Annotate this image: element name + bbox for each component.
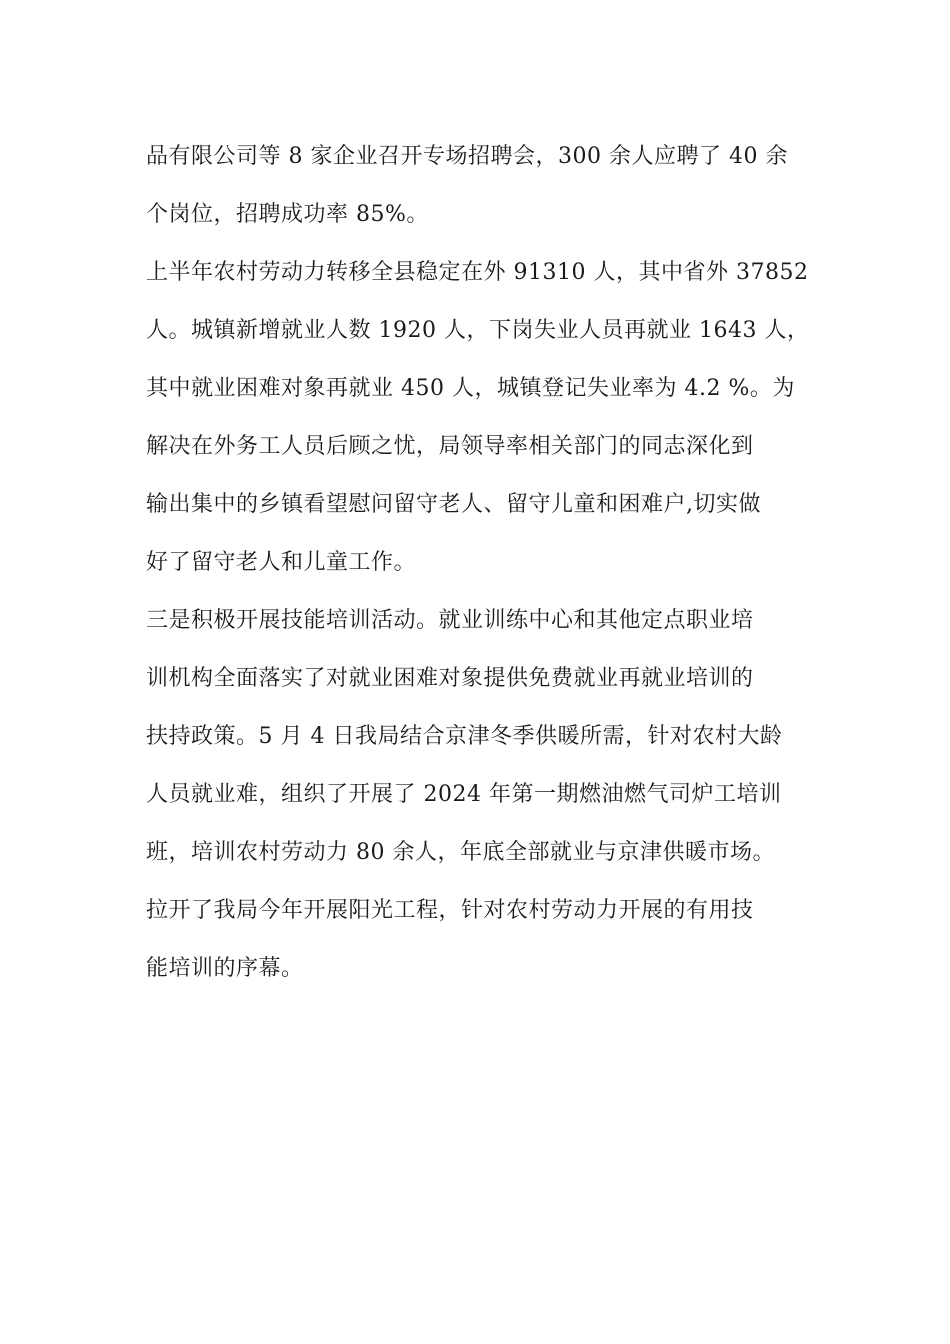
- text-line: 班，培训农村劳动力 80 余人，年底全部就业与京津供暖市场。: [146, 840, 775, 865]
- text-line: 人员就业难，组织了开展了 2024 年第一期燃油燃气司炉工培训: [146, 782, 782, 807]
- text-line: 人。城镇新增就业人数 1920 人，下岗失业人员再就业 1643 人，: [146, 318, 810, 343]
- text-line: 品有限公司等 8 家企业召开专场招聘会，300 余人应聘了 40 余: [146, 144, 788, 169]
- text-line: 三是积极开展技能培训活动。就业训练中心和其他定点职业培: [146, 608, 754, 633]
- text-line: 拉开了我局今年开展阳光工程，针对农村劳动力开展的有用技: [146, 898, 754, 923]
- text-line: 输出集中的乡镇看望慰问留守老人、留守儿童和困难户,切实做: [146, 492, 761, 517]
- text-line: 训机构全面落实了对就业困难对象提供免费就业再就业培训的: [146, 666, 754, 691]
- text-line: 能培训的序幕。: [146, 956, 304, 981]
- text-line: 其中就业困难对象再就业 450 人，城镇登记失业率为 4.2 %。为: [146, 376, 795, 401]
- text-line: 好了留守老人和儿童工作。: [146, 550, 417, 575]
- document-body: [146, 128, 816, 998]
- text-line: 上半年农村劳动力转移全县稳定在外 91310 人，其中省外 37852: [146, 260, 809, 285]
- text-line: 扶持政策。5 月 4 日我局结合京津冬季供暖所需，针对农村大龄: [146, 724, 783, 749]
- text-line: 解决在外务工人员后顾之忧，局领导率相关部门的同志深化到: [146, 434, 754, 459]
- text-line: 个岗位，招聘成功率 85%。: [146, 202, 429, 227]
